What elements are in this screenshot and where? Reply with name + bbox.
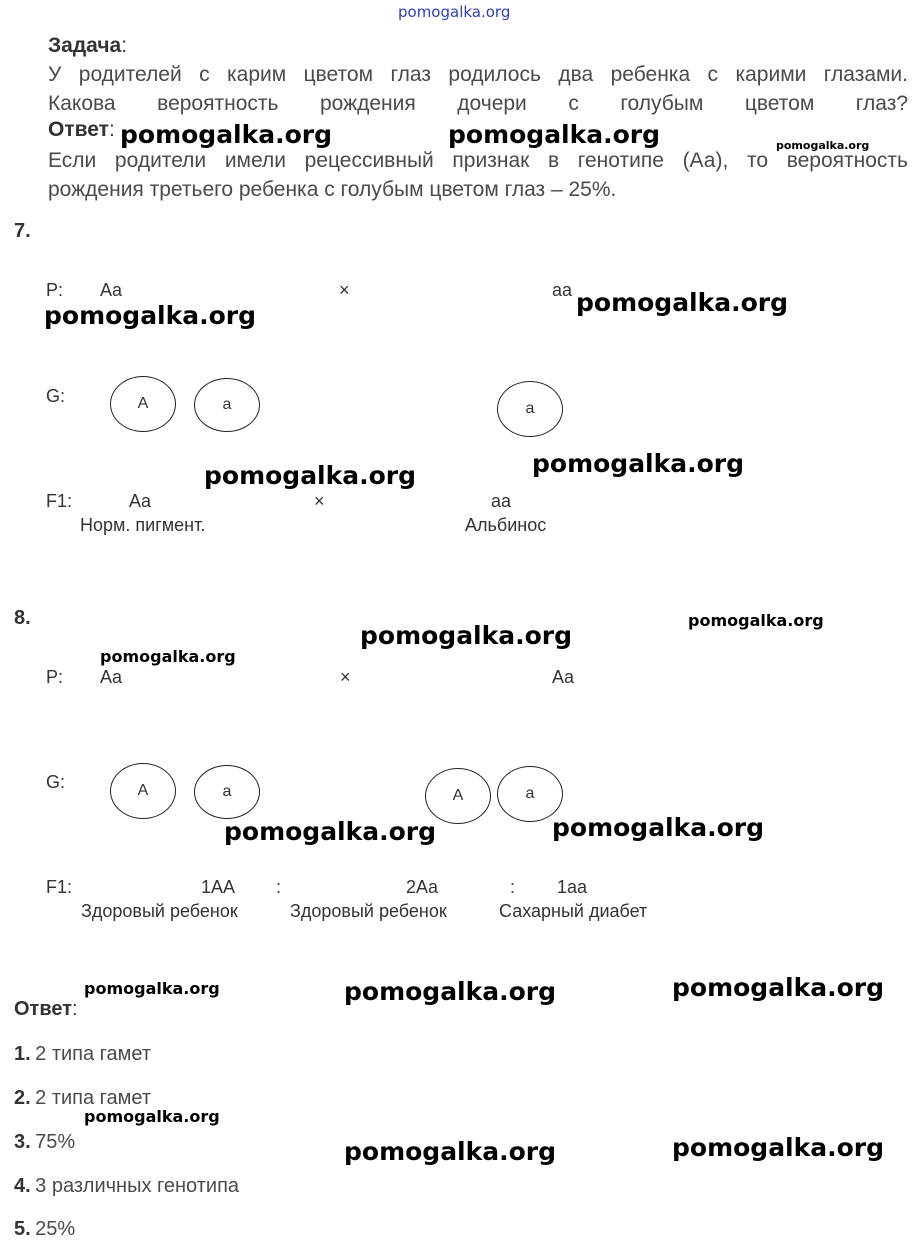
- problem8-f1-separator1: :: [276, 877, 282, 897]
- problem8-gamete-A1: A: [110, 763, 176, 819]
- watermark-text: pomogalka.org: [84, 979, 220, 998]
- task-question-line1: У родителей с карим цветом глаз родилось два ребенка с карими глазами.: [48, 63, 908, 86]
- problem8-p-parent2: Aa: [552, 667, 575, 687]
- watermark-text: pomogalka.org: [204, 461, 417, 490]
- answer-item-text: 25%: [35, 1218, 76, 1240]
- answer-item-number: 2.: [14, 1087, 31, 1109]
- task-answer-heading: [48, 118, 115, 142]
- answer-item-number: 4.: [14, 1175, 31, 1197]
- problem8-gamete-a1: a: [194, 765, 260, 819]
- task-answer-line1: Если родители имели рецессивный признак в генотипе (Аа), то вероятность: [48, 149, 908, 172]
- problem7-f1-label: F1:: [46, 491, 73, 511]
- answers-heading: [14, 998, 78, 1021]
- task-question-line2: Какова вероятность рождения дочери с голубым цветом глаз?: [48, 92, 908, 115]
- answer-item-text: 2 типа гамет: [35, 1087, 152, 1109]
- problem7-gamete-a1: a: [194, 378, 260, 432]
- problem8-cross: ×: [340, 667, 351, 687]
- problem8-f1-phenotype1: Здоровый ребенок: [81, 901, 238, 921]
- watermark-text: pomogalka.org: [576, 288, 789, 317]
- watermark-text: pomogalka.org: [344, 977, 557, 1006]
- watermark-text: pomogalka.org: [84, 1107, 220, 1126]
- task-heading: [48, 34, 127, 58]
- problem8-p-label: P:: [46, 667, 64, 687]
- watermark-text: pomogalka.org: [672, 973, 885, 1002]
- problem8-f1-label: F1:: [46, 877, 73, 897]
- task-answer-line2: рождения третьего ребенка с голубым цветом глаз – 25%.: [48, 178, 617, 201]
- answer-item-text: 3 различных генотипа: [35, 1175, 240, 1197]
- watermark-text: pomogalka.org: [44, 301, 257, 330]
- watermark-text: pomogalka.org: [448, 120, 661, 149]
- problem7-f1-phenotype1: Норм. пигмент.: [80, 515, 206, 535]
- answer-item-text: 2 типа гамет: [35, 1043, 152, 1065]
- problem7-p-parent1: Aa: [100, 280, 123, 300]
- problem8-gamete-a2: a: [497, 766, 563, 822]
- answer-item-4: [14, 1175, 239, 1198]
- problem8-gamete-A2: A: [425, 768, 491, 824]
- answer-item-3: [14, 1131, 75, 1154]
- watermark-text: pomogalka.org: [120, 120, 333, 149]
- watermark-text: pomogalka.org: [776, 139, 870, 152]
- task-heading-colon: :: [121, 34, 128, 57]
- problem7-number: 7.: [14, 220, 31, 242]
- problem8-f1-separator2: :: [510, 877, 516, 897]
- answer-item-1: [14, 1043, 151, 1066]
- problem7-g-label: G:: [46, 386, 66, 406]
- task-answer-colon: :: [108, 118, 115, 141]
- answers-heading-label: Ответ: [14, 998, 73, 1020]
- task-answer-label: Ответ: [48, 118, 109, 141]
- problem8-p-parent1: Aa: [100, 667, 123, 687]
- problem8-g-label: G:: [46, 772, 66, 792]
- watermark-text: pomogalka.org: [532, 449, 745, 478]
- problem8-f1-genotype3: 1aa: [557, 877, 588, 897]
- problem7-p-label: P:: [46, 280, 64, 300]
- answer-item-number: 3.: [14, 1131, 31, 1153]
- watermark-text: pomogalka.org: [344, 1137, 557, 1166]
- problem8-f1-genotype2: 2Aa: [406, 877, 439, 897]
- watermark-text: pomogalka.org: [360, 621, 573, 650]
- problem7-gamete-a2: a: [497, 381, 563, 437]
- watermark-text: pomogalka.org: [100, 647, 236, 666]
- task-heading-label: Задача: [48, 34, 122, 57]
- problem8-f1-phenotype3: Сахарный диабет: [499, 901, 648, 921]
- problem7-f1-genotype1: Aa: [129, 491, 152, 511]
- watermark-text: pomogalka.org: [688, 611, 824, 630]
- watermark-text: pomogalka.org: [552, 813, 765, 842]
- problem7-f1-phenotype2: Альбинос: [465, 515, 547, 535]
- problem8-f1-genotype1: 1AA: [201, 877, 236, 897]
- problem7-f1-genotype2: aa: [491, 491, 512, 511]
- watermark-text: pomogalka.org: [224, 817, 437, 846]
- problem8-number: 8.: [14, 607, 31, 629]
- problem7-cross: ×: [339, 280, 350, 300]
- problem7-p-parent2: aa: [552, 280, 573, 300]
- answers-heading-colon: :: [72, 998, 78, 1020]
- problem7-f1-cross: ×: [314, 491, 325, 511]
- problem8-f1-phenotype2: Здоровый ребенок: [290, 901, 447, 921]
- answer-item-5: [14, 1218, 75, 1241]
- answer-item-number: 1.: [14, 1043, 31, 1065]
- watermark-text: pomogalka.org: [672, 1133, 885, 1162]
- header-watermark: pomogalka.org: [398, 3, 511, 21]
- problem7-gamete-A: A: [110, 376, 176, 432]
- answer-item-number: 5.: [14, 1218, 31, 1240]
- answer-item-text: 75%: [35, 1131, 76, 1153]
